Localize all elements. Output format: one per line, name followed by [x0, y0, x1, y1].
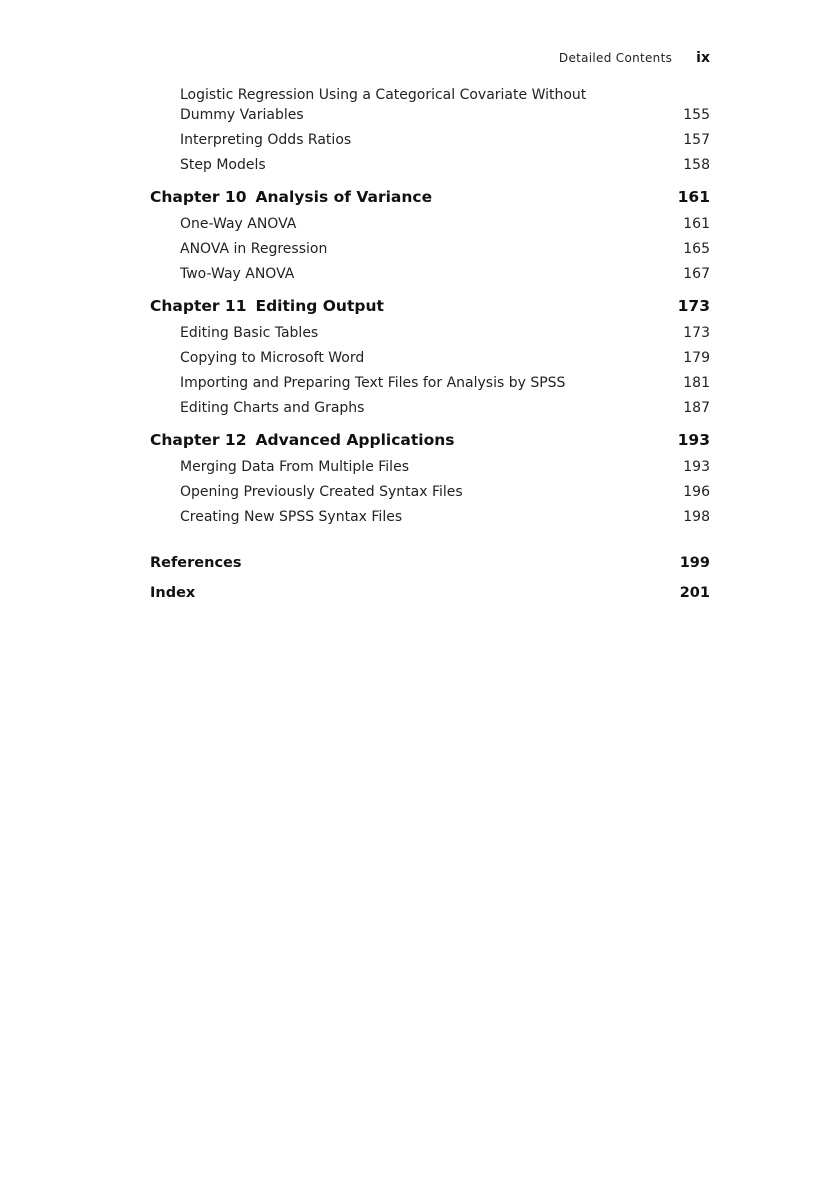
toc-entry-title: Editing Basic Tables — [180, 325, 319, 341]
toc-entry[interactable] — [150, 239, 710, 259]
toc-entry-title: Two-Way ANOVA — [180, 266, 295, 282]
toc-entry-title: Opening Previously Created Syntax Files — [180, 484, 463, 500]
toc-entry[interactable] — [150, 323, 710, 343]
running-title: Detailed Contents — [558, 51, 673, 65]
toc-entry-page: 181 — [683, 375, 710, 391]
toc-entry-page: 198 — [683, 509, 710, 525]
toc-entry-page: 193 — [683, 459, 710, 475]
backmatter-page: 201 — [679, 585, 710, 601]
toc-entry-page: 196 — [683, 484, 710, 500]
chapter-heading[interactable] — [150, 295, 710, 317]
toc-entry-title: Merging Data From Multiple Files — [180, 459, 409, 475]
backmatter-index[interactable] — [150, 583, 710, 603]
toc-entry[interactable] — [150, 130, 710, 150]
table-of-contents — [150, 85, 710, 613]
backmatter-title: Index — [150, 585, 196, 601]
section-spacer — [150, 532, 710, 553]
toc-entry-title: Step Models — [180, 157, 266, 173]
toc-entry[interactable] — [150, 373, 710, 393]
chapter-number: Chapter 10 — [150, 188, 247, 206]
toc-entry-page: 179 — [683, 350, 710, 366]
toc-entry[interactable] — [150, 482, 710, 502]
toc-entry[interactable] — [150, 507, 710, 527]
chapter-page: 161 — [677, 188, 710, 206]
toc-entry-page: 167 — [683, 266, 710, 282]
toc-entry-page: 173 — [683, 325, 710, 341]
toc-entry-page: 158 — [683, 157, 710, 173]
chapter-number: Chapter 12 — [150, 431, 247, 449]
toc-entry[interactable] — [150, 155, 710, 175]
backmatter-page: 199 — [679, 555, 710, 571]
toc-entry[interactable] — [150, 85, 710, 125]
chapter-title: Editing Output — [255, 297, 384, 315]
chapter-heading[interactable] — [150, 186, 710, 208]
toc-entry-page: 165 — [683, 241, 710, 257]
toc-entry[interactable] — [150, 214, 710, 234]
toc-entry-page: 161 — [683, 216, 710, 232]
toc-entry[interactable] — [150, 264, 710, 284]
chapter-title: Advanced Applications — [255, 431, 455, 449]
toc-entry-page: 157 — [683, 132, 710, 148]
backmatter-title: References — [150, 555, 242, 571]
toc-entry-title: Creating New SPSS Syntax Files — [180, 509, 403, 525]
toc-entry[interactable] — [150, 348, 710, 368]
toc-entry[interactable] — [150, 457, 710, 477]
toc-entry[interactable] — [150, 398, 710, 418]
page-number: ix — [696, 50, 710, 66]
chapter-page: 193 — [677, 431, 710, 449]
toc-entry-title: Copying to Microsoft Word — [180, 350, 365, 366]
backmatter-references[interactable] — [150, 553, 710, 573]
toc-entry-title: Interpreting Odds Ratios — [180, 132, 352, 148]
toc-entry-page: 155 — [683, 107, 710, 123]
running-head — [559, 50, 710, 66]
chapter-title: Analysis of Variance — [255, 188, 433, 206]
toc-entry-title: Editing Charts and Graphs — [180, 400, 365, 416]
toc-entry-title: One-Way ANOVA — [180, 216, 297, 232]
toc-entry-title: ANOVA in Regression — [180, 241, 328, 257]
toc-entry-title: Importing and Preparing Text Files for Analysis by SPSS — [180, 375, 566, 391]
chapter-number: Chapter 11 — [150, 297, 247, 315]
chapter-heading[interactable] — [150, 429, 710, 451]
chapter-page: 173 — [677, 297, 710, 315]
toc-entry-page: 187 — [683, 400, 710, 416]
toc-entry-title: Logistic Regression Using a Categorical Covariate Without Dummy Variables — [180, 87, 587, 123]
